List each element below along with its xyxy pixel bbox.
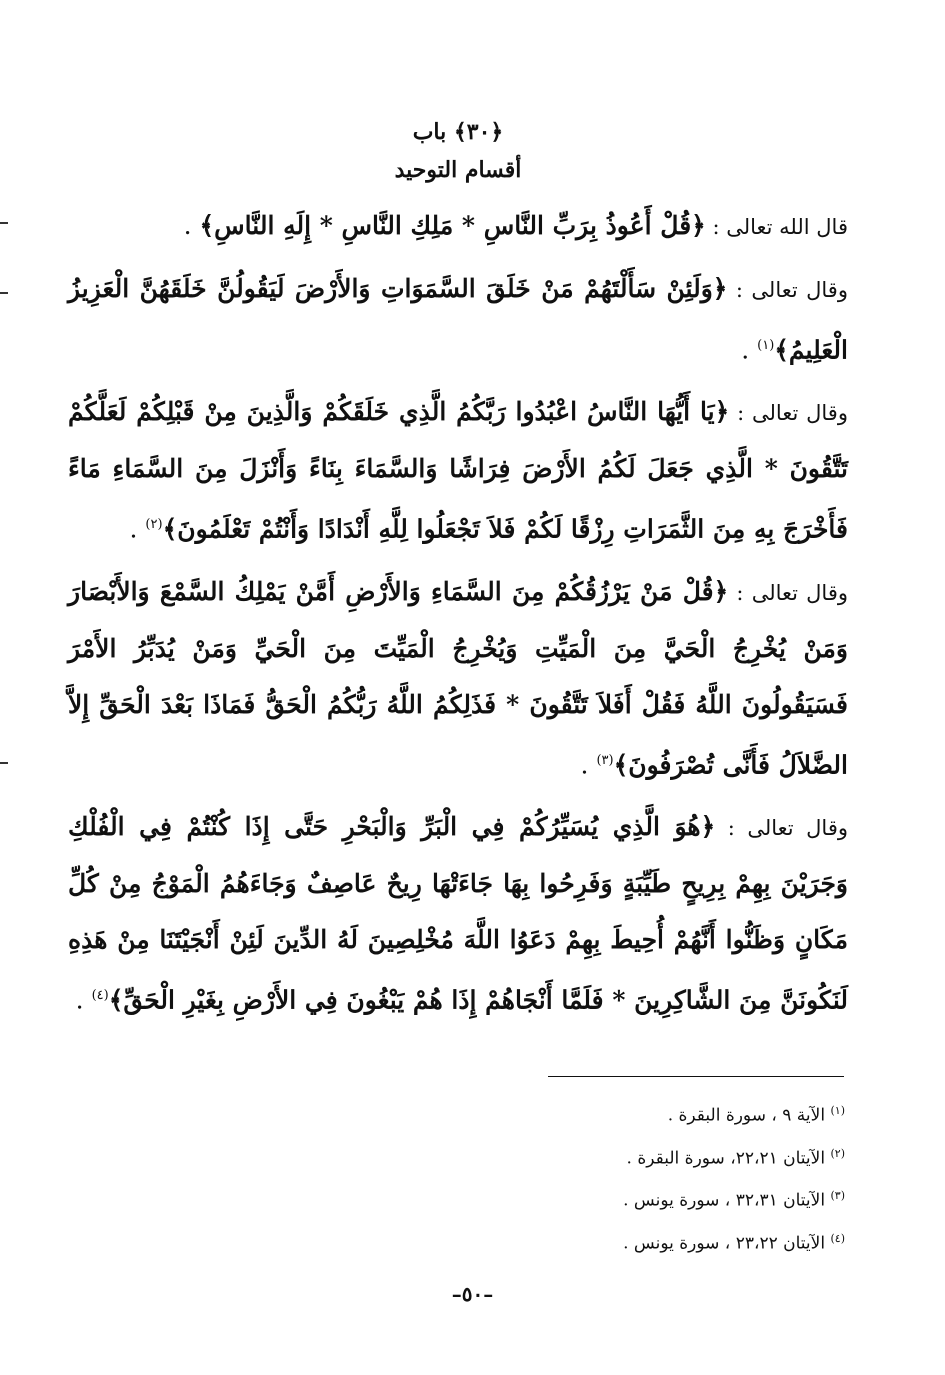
verse-tail: .	[129, 514, 146, 544]
verse-lead: وقال تعالى :	[729, 401, 848, 426]
footnotes	[300, 1092, 845, 1263]
footnote-ref: (٤)	[91, 987, 109, 1003]
footnote-item	[300, 1177, 845, 1220]
page-body	[68, 100, 848, 1034]
verse-quote: ﴿هُوَ الَّذِي يُسَيِّرُكُمْ فِي الْبَرِّ وَالْبَحْرِ حَتَّى إِذَا كُنْتُمْ فِي الْفُلْكِ وَجَرَيْنَ بِهِمْ بِرِيحٍ طَيِّبَةٍ وَفَرِحُوا بِهَا جَاءَتْهَا رِيحٌ عَاصِفٌ وَجَاءَهُمُ الْمَوْجُ مِنْ كُلِّ مَكَانٍ وَظَنُّوا أَنَّهُمْ أُحِيطَ بِهِمْ دَعَوُا اللَّهَ مُخْلِصِينَ لَهُ الدِّينَ لَئِنْ أَنْجَيْتَنَا مِنْ هَذِهِ لَنَكُونَنَّ مِنَ الشَّاكِرِينَ * فَلَمَّا أَنْجَاهُمْ إِذَا هُمْ يَبْغُونَ فِي الأَرْضِ بِغَيْرِ الْحَقِّ﴾	[68, 811, 848, 1015]
footnote-mark: (٤)	[830, 1231, 845, 1245]
page-number: –٥٠–	[451, 1282, 494, 1306]
footnote-mark: (١)	[830, 1104, 845, 1117]
footnote-ref: (٣)	[596, 752, 614, 768]
footnote-mark: (٢)	[830, 1146, 845, 1160]
footnote-ref: (١)	[757, 338, 775, 353]
margin-mark	[0, 222, 8, 224]
chapter-title: أقسام التوحيد	[394, 157, 522, 183]
footnote-divider	[548, 1076, 844, 1077]
verse-tail: .	[183, 211, 200, 240]
verse-quote: ﴿وَلَئِنْ سَأَلْتَهُمْ مَنْ خَلَقَ السَّمَوَاتِ وَالأَرْضَ لَيَقُولُنَّ خَلَقَهُنَّ الْعَزِيزُ الْعَلِيمُ﴾	[68, 274, 848, 365]
footnote-text: الآيتان ٣٢،٣١ ، سورة يونس .	[623, 1190, 826, 1211]
verse-tail: .	[580, 749, 597, 779]
verse-lead: وقال تعالى :	[715, 815, 848, 840]
verse-lead: وقال تعالى :	[728, 580, 849, 605]
verse-quote: ﴿قُلْ أَعُوذُ بِرَبِّ النَّاسِ * مَلِكِ النَّاسِ * إِلَهِ النَّاسِ﴾	[199, 211, 706, 240]
footnote-ref: (٢)	[145, 517, 163, 533]
verse-lead: قال الله تعالى :	[705, 215, 848, 239]
verse-paragraph	[68, 198, 848, 255]
verse-tail: .	[741, 335, 758, 365]
verse-tail: .	[75, 985, 92, 1015]
verse-quote: ﴿قُلْ مَنْ يَرْزُقُكُمْ مِنَ السَّمَاءِ وَالأَرْضِ أَمَّنْ يَمْلِكُ السَّمْعَ وَالأَبْصَارَ وَمَنْ يُخْرِجُ الْحَيَّ مِنَ الْمَيِّتِ وَيُخْرِجُ الْمَيِّتَ مِنَ الْحَيِّ وَمَنْ يُدَبِّرُ الأَمْرَ فَسَيَقُولُونَ اللَّهُ فَقُلْ أَفَلاَ تَتَّقُونَ * فَذَلِكُمُ اللَّهُ رَبُّكُمُ الْحَقُّ فَمَاذَا بَعْدَ الْحَقِّ إِلاَّ الضَّلاَلُ فَأَنَّى تُصْرَفُونَ﴾	[68, 576, 848, 779]
verse-lead: وقال تعالى :	[727, 278, 848, 302]
footnote-text: الآيتان ٢٣،٢٢ ، سورة يونس .	[623, 1233, 826, 1254]
footnote-text: الآية ٩ ، سورة البقرة .	[667, 1105, 826, 1126]
margin-mark	[0, 292, 8, 294]
chapter-heading: ﴿٣٠﴾ باب	[412, 119, 504, 145]
margin-mark	[0, 762, 8, 764]
footnote-text: الآيتان ٢٢،٢١، سورة البقرة .	[626, 1148, 826, 1169]
verse-quote: ﴿يَا أَيُّهَا النَّاسُ اعْبُدُوا رَبَّكُمُ الَّذِي خَلَقَكُمْ وَالَّذِينَ مِنْ قَبْلِكُمْ لَعَلَّكُمْ تَتَّقُونَ * الَّذِي جَعَلَ لَكُمُ الأَرْضَ فِرَاشًا وَالسَّمَاءَ بِنَاءً وَأَنْزَلَ مِنَ السَّمَاءِ مَاءً فَأَخْرَجَ بِهِ مِنَ الثَّمَرَاتِ رِزْقًا لَكُمْ فَلاَ تَجْعَلُوا لِلَّهِ أَنْدَادًا وَأَنْتُمْ تَعْلَمُونَ﴾	[68, 397, 848, 544]
verse-paragraph	[68, 261, 848, 378]
footnote-item	[300, 1220, 845, 1263]
footnote-item	[300, 1092, 845, 1135]
footnote-item	[300, 1135, 845, 1178]
footnote-mark: (٣)	[830, 1189, 845, 1203]
verse-paragraph	[68, 564, 848, 793]
verse-paragraph	[68, 384, 848, 557]
verse-paragraph	[68, 799, 848, 1028]
